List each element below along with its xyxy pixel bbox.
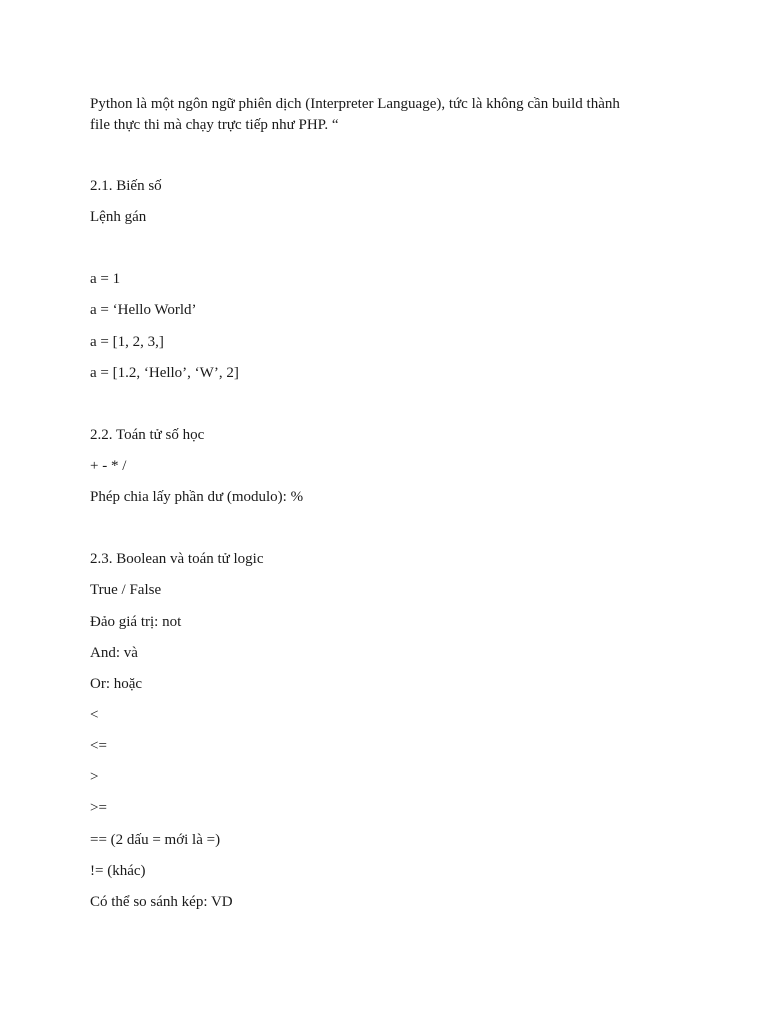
code-example-line: a = [1, 2, 3,] — [90, 334, 164, 350]
boolean-item: Or: hoặc — [90, 676, 143, 692]
intro-line-2: file thực thi mà chạy trực tiếp như PHP. “ — [90, 117, 339, 133]
boolean-item: And: và — [90, 645, 138, 661]
section-heading-variables: 2.1. Biến số — [90, 178, 162, 194]
code-example-line: a = ‘Hello World’ — [90, 302, 197, 318]
comparison-operator: == (2 dấu = mới là =) — [90, 832, 221, 848]
comparison-operator: <= — [90, 738, 107, 754]
comparison-operator: < — [90, 707, 99, 723]
arithmetic-operators: + - * / — [90, 458, 127, 474]
section-heading-boolean: 2.3. Boolean và toán tử logic — [90, 551, 264, 567]
section-heading-arithmetic: 2.2. Toán tử số học — [90, 427, 205, 443]
intro-line-1: Python là một ngôn ngữ phiên dịch (Interpreter Language), tức là không cần build thành — [90, 96, 620, 112]
comparison-operator: >= — [90, 800, 107, 816]
boolean-item: Có thể so sánh kép: VD — [90, 894, 233, 910]
assignment-subheading: Lệnh gán — [90, 209, 147, 225]
comparison-operator: > — [90, 769, 99, 785]
code-example-line: a = 1 — [90, 271, 121, 287]
comparison-operator: != (khác) — [90, 863, 146, 879]
modulo-description: Phép chia lấy phần dư (modulo): % — [90, 489, 304, 505]
code-example-line: a = [1.2, ‘Hello’, ‘W’, 2] — [90, 365, 239, 381]
boolean-item: True / False — [90, 582, 162, 598]
boolean-item: Đảo giá trị: not — [90, 614, 182, 630]
